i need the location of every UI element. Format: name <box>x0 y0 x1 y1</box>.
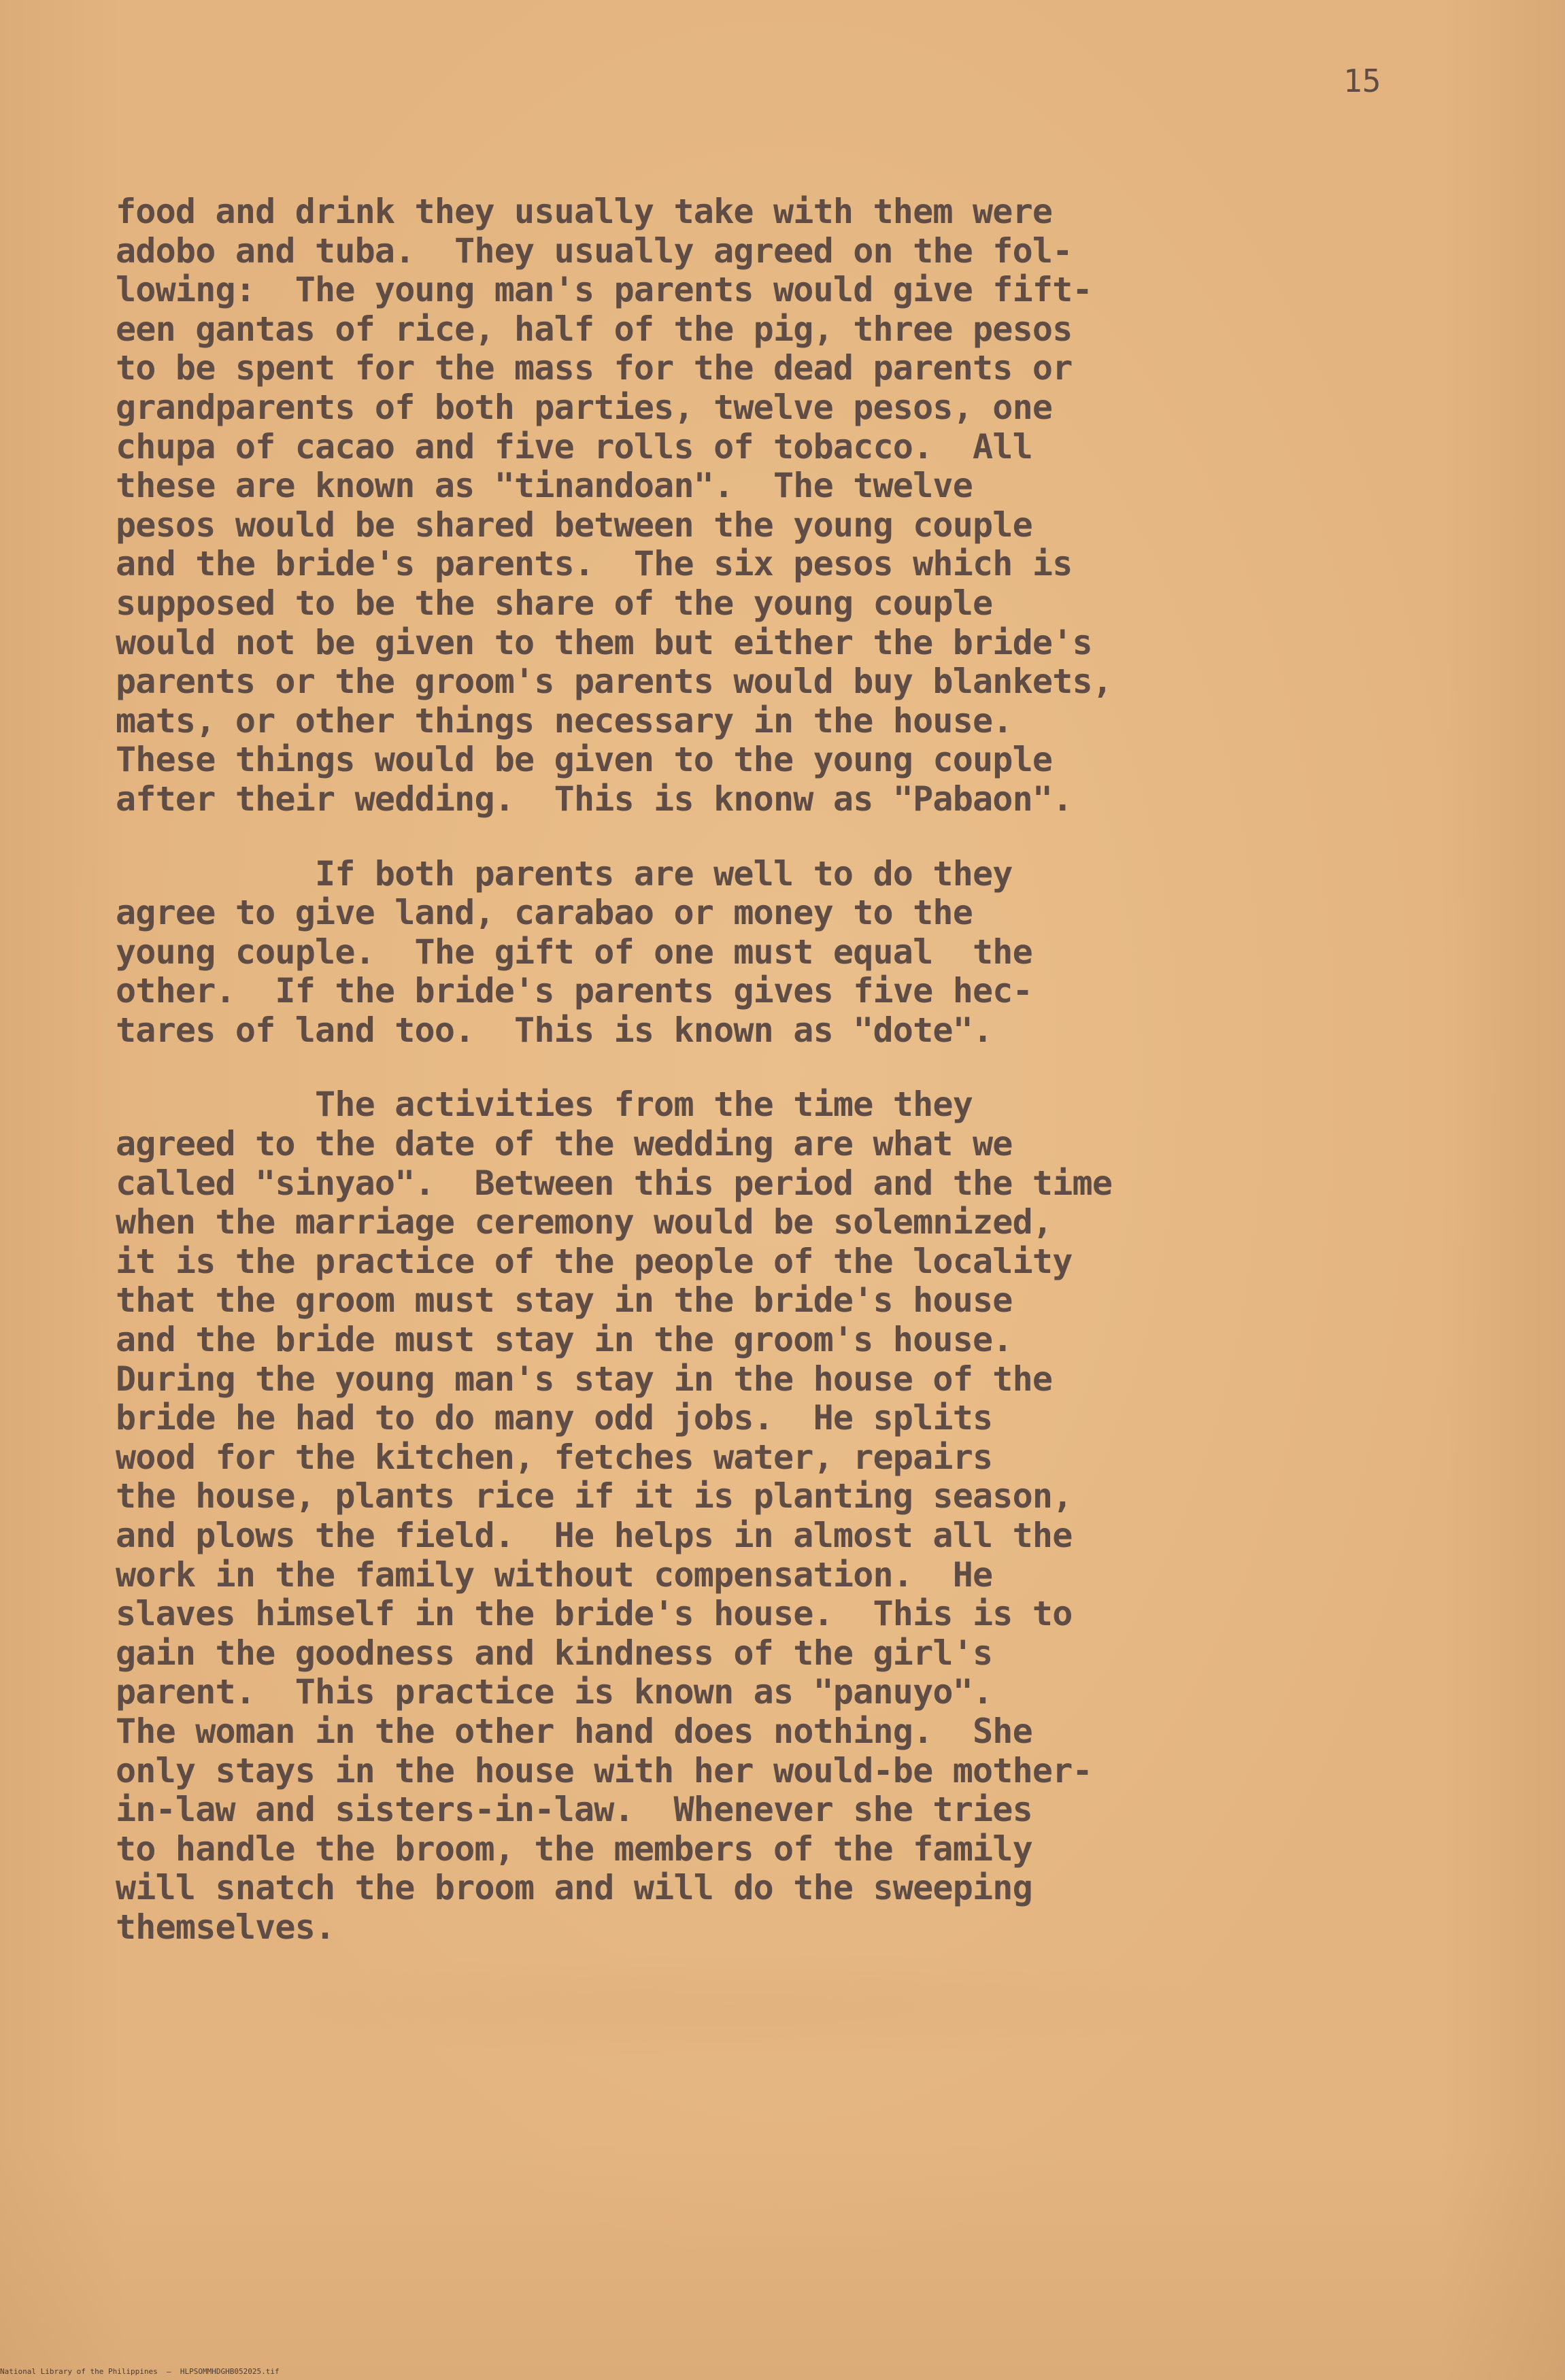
paragraph-3 <box>116 1085 1496 1947</box>
text-line: The woman in the other hand does nothing. She <box>116 1711 1032 1751</box>
text-line: it is the practice of the people of the locality <box>116 1241 1073 1281</box>
text-line: to handle the broom, the members of the family <box>116 1829 1032 1869</box>
text-line: called "sinyao". Between this period and the time <box>116 1163 1113 1203</box>
text-line: agreed to the date of the wedding are what we <box>116 1124 1013 1164</box>
text-line: wood for the kitchen, fetches water, repairs <box>116 1437 993 1477</box>
text-line: chupa of cacao and five rolls of tobacco. All <box>116 426 1032 466</box>
text-line: when the marriage ceremony would be solemnized, <box>116 1202 1053 1242</box>
text-line: and plows the field. He helps in almost all the <box>116 1516 1073 1555</box>
paragraph-2 <box>116 855 1496 1051</box>
text-line: adobo and tuba. They usually agreed on the fol- <box>116 231 1073 271</box>
paragraph-gap <box>116 1050 1496 1085</box>
page-number: 15 <box>1343 63 1381 99</box>
text-line: lowing: The young man's parents would give fift- <box>116 270 1092 310</box>
text-line: tares of land too. This is known as "dote". <box>116 1010 993 1050</box>
text-line: During the young man's stay in the house of the <box>116 1359 1053 1399</box>
text-line: bride he had to do many odd jobs. He splits <box>116 1398 993 1438</box>
text-line: young couple. The gift of one must equal the <box>116 932 1032 972</box>
text-line: only stays in the house with her would-be mother- <box>116 1750 1092 1790</box>
text-line: in-law and sisters-in-law. Whenever she tries <box>116 1790 1032 1830</box>
text-line: the house, plants rice if it is planting season, <box>116 1476 1073 1516</box>
text-line: parents or the groom's parents would buy blankets, <box>116 662 1113 702</box>
body-text <box>116 192 1496 1948</box>
text-line: parent. This practice is known as "panuyo". <box>116 1672 993 1712</box>
text-line: The activities from the time they <box>116 1085 973 1125</box>
text-line: and the bride's parents. The six pesos which is <box>116 544 1073 584</box>
text-line: pesos would be shared between the young couple <box>116 505 1032 545</box>
text-line: will snatch the broom and will do the sweeping <box>116 1868 1032 1908</box>
text-line: supposed to be the share of the young couple <box>116 583 993 623</box>
text-line: een gantas of rice, half of the pig, three pesos <box>116 309 1073 349</box>
text-line: and the bride must stay in the groom's house. <box>116 1320 1013 1360</box>
text-line: after their wedding. This is knonw as "Pabaon". <box>116 779 1073 819</box>
text-line: other. If the bride's parents gives five hec- <box>116 971 1032 1011</box>
text-line: mats, or other things necessary in the house. <box>116 700 1013 741</box>
text-line: grandparents of both parties, twelve pesos, one <box>116 387 1053 427</box>
paragraph-gap <box>116 819 1496 855</box>
text-line: that the groom must stay in the bride's house <box>116 1280 1013 1321</box>
text-line: gain the goodness and kindness of the girl's <box>116 1633 993 1673</box>
text-line: agree to give land, carabao or money to the <box>116 893 973 933</box>
paragraph-1 <box>116 192 1496 819</box>
text-line: slaves himself in the bride's house. This is to <box>116 1594 1073 1634</box>
ink-bleed-through <box>218 1952 1238 2060</box>
text-line: work in the family without compensation. He <box>116 1554 993 1595</box>
text-line: food and drink they usually take with them were <box>116 192 1053 231</box>
text-line: to be spent for the mass for the dead parents or <box>116 348 1073 388</box>
text-line: If both parents are well to do they <box>116 853 1013 894</box>
text-line: These things would be given to the young couple <box>116 740 1053 780</box>
text-line: these are known as "tinandoan". The twelve <box>116 466 973 506</box>
text-line: themselves. <box>116 1907 335 1947</box>
scan-footer-caption: National Library of the Philippines — HLPSOMMHDGHB052025.tif <box>0 2367 280 2376</box>
text-line: would not be given to them but either the bride's <box>116 622 1092 662</box>
